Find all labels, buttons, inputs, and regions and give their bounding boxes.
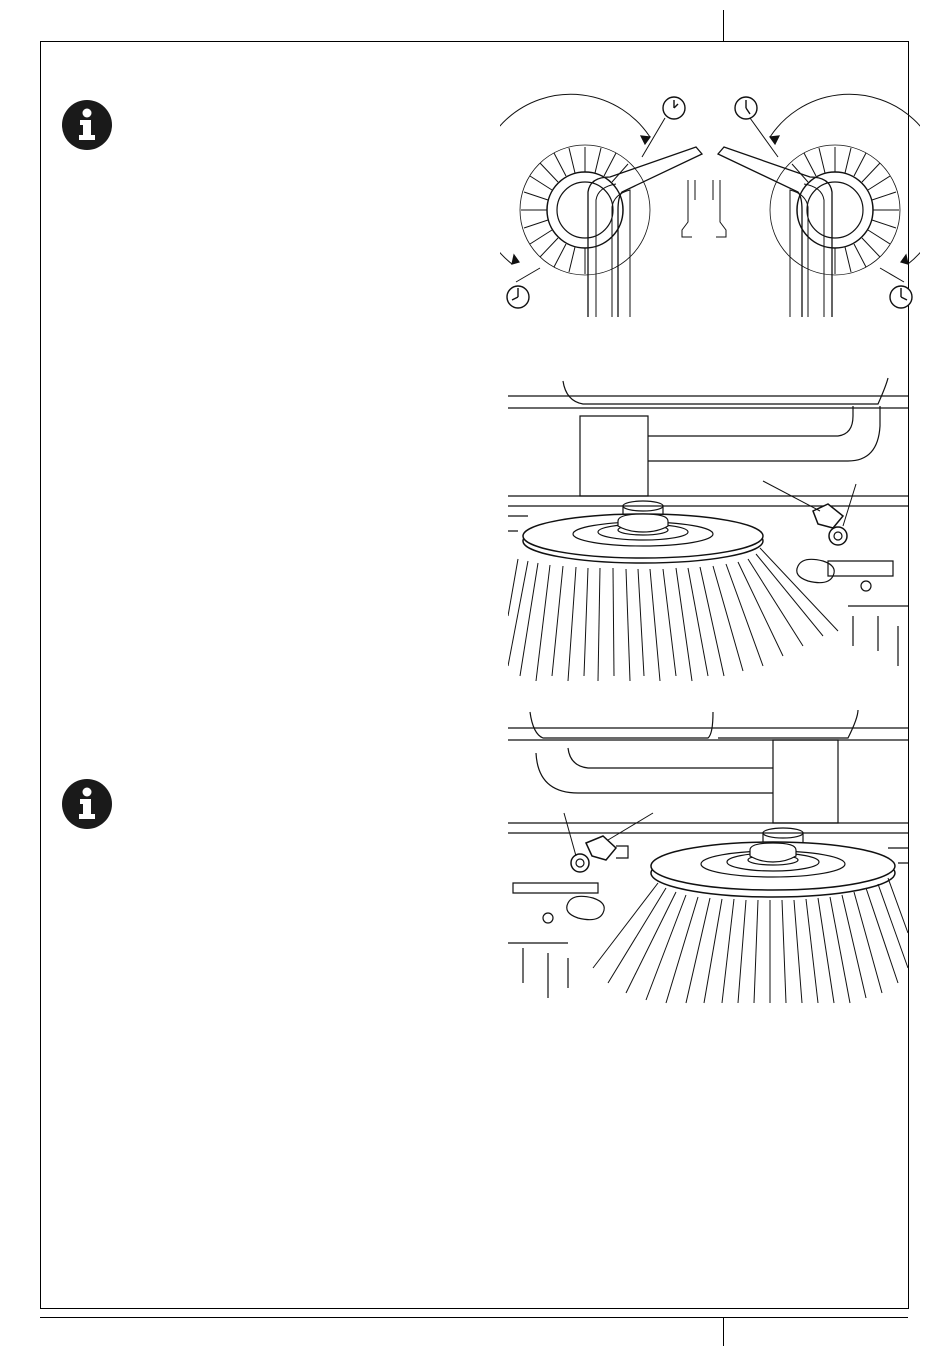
footer-tab-divider <box>723 1318 724 1346</box>
info-icon <box>62 100 112 150</box>
left-side-brush-detail <box>508 708 913 1013</box>
right-side-brush-detail <box>508 376 913 688</box>
side-brush-rotation-diagram <box>500 92 920 324</box>
header-tab-divider <box>723 10 724 41</box>
footer-rule <box>40 1317 908 1318</box>
info-icon <box>62 779 112 829</box>
